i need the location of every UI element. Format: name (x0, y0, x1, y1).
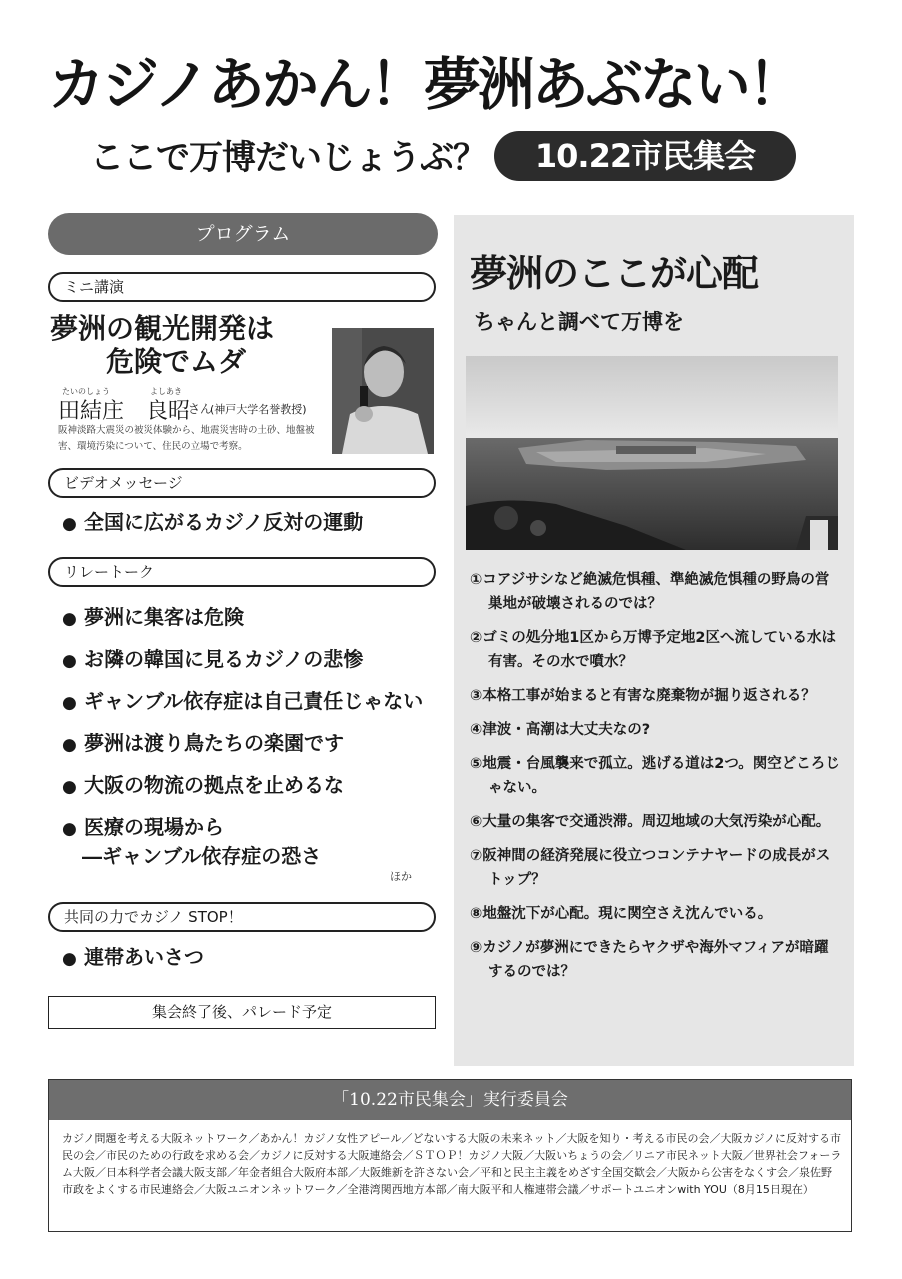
list-item: ③本格工事が始まると有害な廃棄物が掘り返される？ (470, 688, 816, 704)
list-item: ● 連帯あいさつ (62, 945, 204, 969)
etc-note: ほか (390, 870, 412, 883)
section-relay-talk: リレートーク (48, 557, 436, 587)
list-item: ④津波・高潮は大丈夫なの? (470, 722, 651, 738)
list-item: ● 医療の現場から (62, 815, 224, 839)
list-item: ⑦阪神間の経済発展に役立つコンテナヤードの成長がストップ？ (470, 848, 831, 888)
speaker-honorific: さん (188, 402, 213, 416)
concerns-list (470, 568, 842, 994)
section-video: ビデオメッセージ (48, 468, 436, 498)
concerns-heading: 夢洲のここが心配 (470, 252, 758, 295)
main-title: カジノあかん！夢洲あぶない！ (48, 52, 802, 118)
lecture-title-line2: 危険でムダ (106, 345, 247, 378)
list-item: ● ギャンブル依存症は自己責任じゃない (62, 689, 424, 713)
list-item: ①コアジサシなど絶滅危惧種、準絶滅危惧種の野鳥の営巣地が破壊されるのでは？ (470, 572, 830, 612)
list-item: ②ゴミの処分地1区から万博予定地2区へ流している水は有害。その水で噴水？ (470, 630, 836, 670)
list-item: ⑨カジノが夢洲にできたらヤクザや海外マフィアが暗躍するのでは？ (470, 940, 829, 980)
list-item: ⑧地盤沈下が心配。現に関空さえ沈んでいる。 (470, 906, 773, 922)
list-item: ● 大阪の物流の拠点を止めるな (62, 773, 344, 797)
speaker-ruby-given: よしあき (150, 387, 182, 396)
section-mini-lecture: ミニ講演 (48, 272, 436, 302)
list-item: ⑥大量の集客で交通渋滞。周辺地域の大気汚染が心配。 (470, 814, 831, 830)
program-heading: プログラム (48, 213, 438, 255)
lecture-description: 阪神淡路大震災の被災体験から、地震災害時の土砂、地盤被害、環境汚染について、住民の立場で考察。 (58, 425, 315, 452)
yumeshima-aerial-photo (466, 356, 838, 550)
list-item: ● 夢洲に集客は危険 (62, 605, 244, 629)
list-item-continuation: ―ギャンブル依存症の恐さ (82, 844, 322, 868)
lecture-title-line1: 夢洲の観光開発は (50, 312, 275, 345)
section-solidarity: 共同の力でカジノ STOP！ (48, 902, 436, 932)
list-item: ● 夢洲は渡り鳥たちの楽園です (62, 731, 344, 755)
event-badge: 10.22市民集会 (494, 131, 796, 181)
speaker-ruby-family: たいのしょう (62, 387, 110, 396)
committee-members: カジノ問題を考える大阪ネットワーク／あかん！カジノ女性アピール／どないする大阪の未来ネット／大阪を知り・考える市民の会／大阪カジノに反対する市民の会／市民のための行政を求める会／カジノに反対する大阪連絡会／ＳＴＯＰ！カジノ大阪／大阪いちょうの会／リニア市民ネット大阪／世界社会フォーラム大阪／日本科学者会議大阪支部／年金者組合大阪府本部／大阪維新を許さない会／平和と民主主義をめざす全国交歓会／大阪から公害をなくす会／泉佐野市政をよくする市民連絡会／大阪ユニオンネットワーク／全港湾関西地方本部／南大阪平和人権連帯会議／サポートユニオンwith YOU（8月15日現在） (62, 1132, 842, 1196)
list-item: ● 全国に広がるカジノ反対の運動 (62, 510, 364, 534)
list-item: ● お隣の韓国に見るカジノの悲惨 (62, 647, 364, 671)
committee-heading: 「10.22市民集会」実行委員会 (49, 1080, 851, 1120)
speaker-name: 田結庄 良昭 (58, 399, 191, 424)
speaker-photo (332, 328, 434, 454)
list-item: ⑤地震・台風襲来で孤立。逃げる道は2つ。関空どころじゃない。 (470, 756, 840, 796)
subtitle: ここで万博だいじょうぶ？ (90, 138, 486, 178)
speaker-affiliation: (神戸大学名誉教授) (210, 403, 307, 416)
concerns-subheading: ちゃんと調べて万博を (474, 310, 684, 334)
parade-notice: 集会終了後、パレード予定 (48, 996, 436, 1029)
